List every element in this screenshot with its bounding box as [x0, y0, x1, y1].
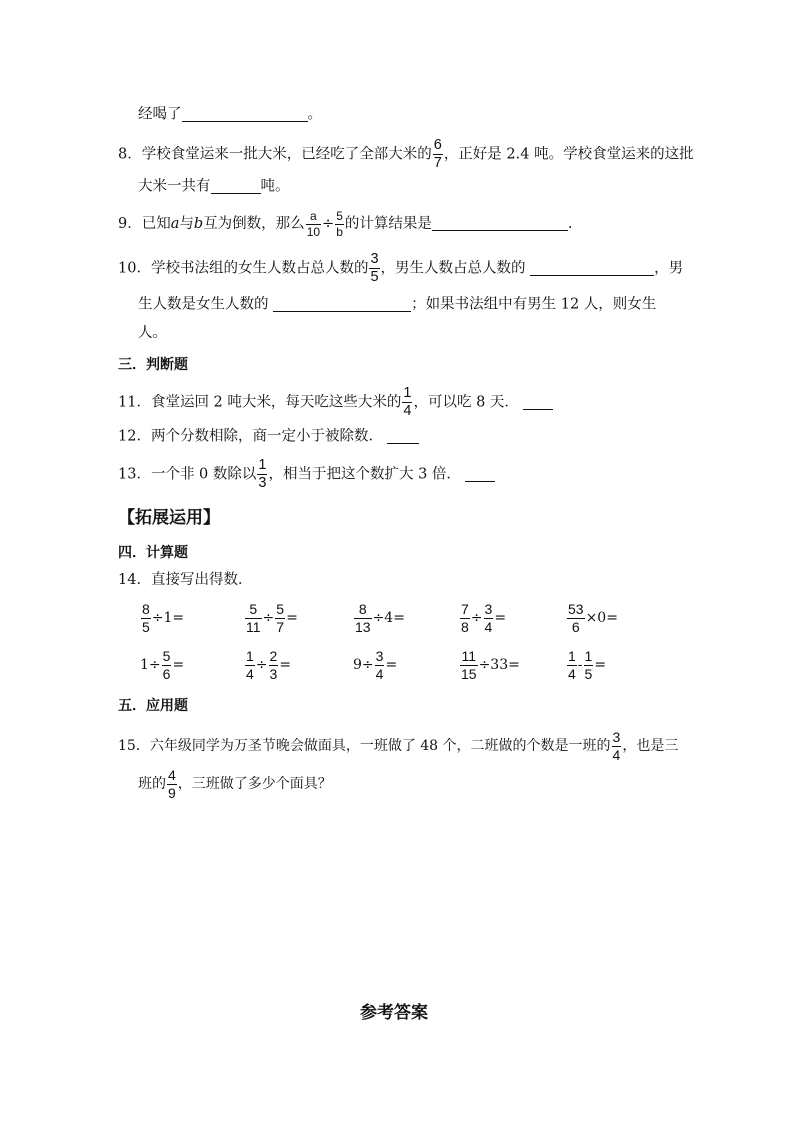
fraction: $\frac{a}{10}$	[306, 209, 321, 239]
section-heading: 三．判断题	[118, 357, 188, 373]
question-15-cont: 班的 $\frac{4}{9}$ ，三班做了多少个面具？	[138, 767, 332, 801]
answer-blank[interactable]	[523, 394, 553, 410]
question-11: 11．食堂运回 2 吨大米，每天吃这些大米的 $\frac{1}{4}$ ，可以吃 8 天．	[118, 386, 553, 419]
calc-item: 9÷ $\frac{3}{4}$ =	[353, 648, 398, 682]
calc-item: $\frac{53}{6}$ ×0=	[568, 601, 618, 635]
answer-blank[interactable]	[465, 466, 495, 482]
calc-item: $\frac{7}{8}$ ÷ $\frac{3}{4}$ =	[461, 601, 507, 635]
answer-blank[interactable]	[211, 178, 261, 194]
section-heading: 五．应用题	[118, 698, 188, 714]
question-9: 9．已知a与b互为倒数，那么 $\frac{a}{10}$ ÷ $\frac{5}{b}$ 的计算结果是 .	[118, 209, 573, 239]
question-12: 12．两个分数相除，商一定小于被除数．	[118, 428, 419, 444]
fraction: $\frac{5}{b}$	[336, 209, 343, 239]
calc-item: $\frac{1}{4}$ ÷ $\frac{2}{3}$ =	[246, 648, 292, 682]
extension-heading: 【拓展运用】	[118, 508, 220, 528]
calc-item: $\frac{8}{13}$ ÷4=	[355, 601, 405, 635]
fraction: $\frac{1}{3}$	[258, 457, 267, 492]
fraction: $\frac{3}{5}$	[370, 251, 379, 286]
answer-blank[interactable]	[387, 428, 419, 444]
question-10: 10．学校书法组的女生人数占总人数的 $\frac{3}{5}$ ，男生人数占总人数的 ，男	[118, 251, 684, 286]
answer-blank[interactable]	[530, 260, 654, 276]
fraction: $\frac{1}{4}$	[403, 385, 412, 420]
answer-blank[interactable]	[182, 106, 308, 122]
calc-item: $\frac{1}{4}$ - $\frac{1}{5}$ =	[568, 648, 607, 682]
question-10-cont: 生人数是女生人数的 ；如果书法组中有男生 12 人，则女生	[138, 296, 657, 313]
calc-item: $\frac{5}{11}$ ÷ $\frac{5}{7}$ =	[246, 601, 298, 635]
question-13: 13．一个非 0 数除以 $\frac{1}{3}$ ，相当于把这个数扩大 3 倍．	[118, 458, 495, 491]
question-8-cont: 大米一共有 吨。	[138, 178, 290, 195]
question-14: 14．直接写出得数．	[118, 572, 253, 588]
calc-item: $\frac{11}{15}$ ÷33=	[461, 648, 520, 682]
answer-blank[interactable]	[273, 296, 411, 312]
question-8: 8．学校食堂运来一批大米，已经吃了全部大米的 $\frac{6}{7}$ ，正好是 2.4 吨。学校食堂运来的这批	[118, 137, 694, 172]
fraction: $\frac{6}{7}$	[433, 137, 442, 172]
q7-tail: 经喝了 。	[138, 106, 322, 123]
answer-blank[interactable]	[432, 216, 568, 232]
answer-title: 参考答案	[360, 1003, 428, 1023]
fraction: $\frac{3}{4}$	[612, 729, 621, 763]
fraction: $\frac{4}{9}$	[168, 767, 176, 801]
question-15: 15．六年级同学为万圣节晚会做面具，一班做了 48 个，二班做的个数是一班的 $\frac{3}{4}$ ，也是三	[118, 729, 679, 763]
calc-item: 1÷ $\frac{5}{6}$ =	[140, 648, 185, 682]
calc-item: $\frac{8}{5}$ ÷1=	[142, 601, 185, 635]
question-10-end: 人。	[138, 325, 167, 341]
section-heading: 四．计算题	[118, 545, 188, 561]
